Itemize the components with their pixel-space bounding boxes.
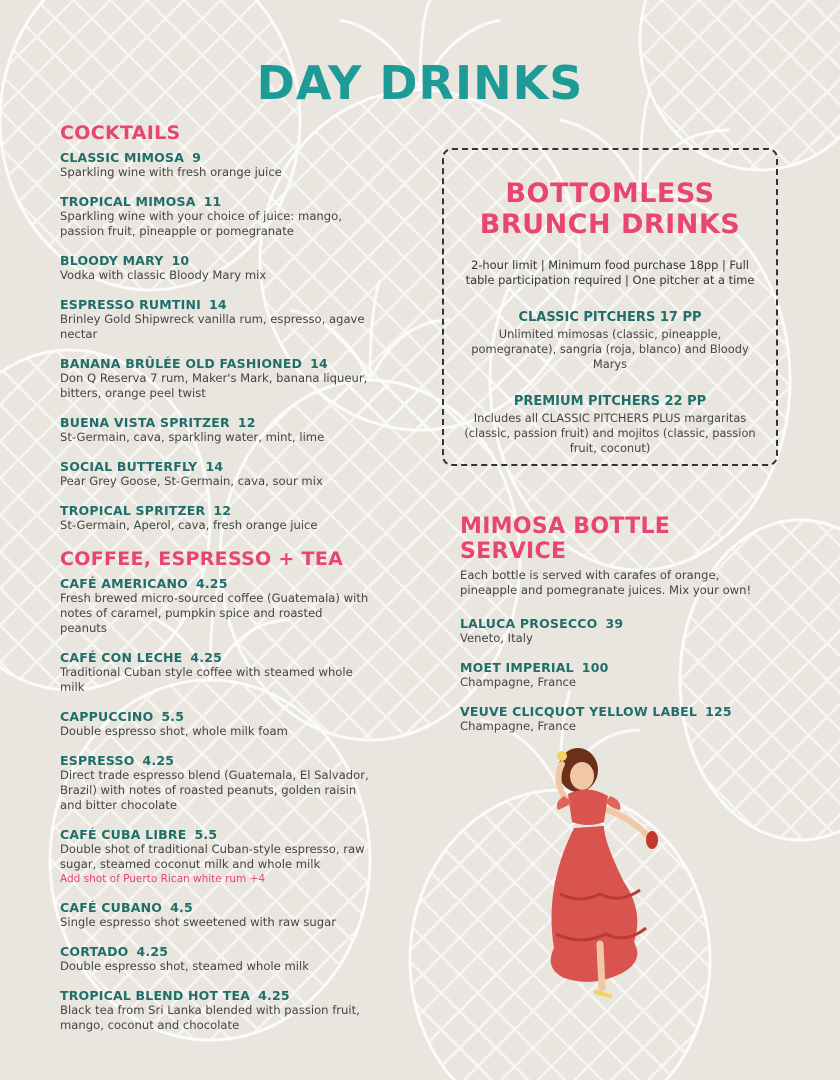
item-price: 4.25: [195, 576, 228, 591]
item-price: 14: [205, 459, 224, 474]
cocktails-list: [60, 150, 370, 533]
menu-item: [60, 944, 370, 974]
item-description: Vodka with classic Bloody Mary mix: [60, 268, 267, 282]
bottomless-title: [444, 178, 776, 240]
menu-item: [60, 459, 370, 489]
item-description: Don Q Reserva 7 rum, Maker's Mark, banana liqueur, bitters, orange peel twist: [60, 371, 368, 400]
item-price: 39: [605, 616, 624, 631]
bottomless-rules: 2-hour limit | Minimum food purchase 18pp | Full table participation required | One pitcher at a time: [465, 258, 755, 287]
bottomless-title-line1: BOTTOMLESS: [505, 178, 715, 209]
item-description: Single espresso shot sweetened with raw sugar: [60, 915, 337, 929]
item-name: [60, 944, 370, 959]
item-description: Double espresso shot, steamed whole milk: [60, 959, 309, 973]
page-title: DAY DRINKS: [256, 56, 584, 110]
item-title: CAFÉ AMERICANO: [60, 576, 188, 591]
pitcher-classic: [444, 310, 776, 372]
item-price: 5.5: [161, 709, 185, 724]
item-name: [60, 503, 370, 518]
coffee-section: [60, 548, 370, 1047]
item-title: BANANA BRÛLÉE OLD FASHIONED: [60, 356, 303, 371]
item-title: TROPICAL SPRITZER: [60, 503, 206, 518]
item-name: [60, 709, 370, 724]
item-title: VEUVE CLICQUOT YELLOW LABEL: [460, 704, 698, 719]
item-name: [60, 194, 370, 209]
item-title: BLOODY MARY: [60, 253, 164, 268]
item-price: 4.25: [190, 650, 223, 665]
mimosa-list: [460, 616, 770, 734]
item-name: [460, 660, 770, 675]
item-name: [60, 900, 370, 915]
menu-item: [60, 503, 370, 533]
menu-item: [460, 704, 770, 734]
item-price: 125: [705, 704, 732, 719]
item-name: [460, 616, 770, 631]
item-price: 4.25: [142, 753, 175, 768]
item-description: Fresh brewed micro-sourced coffee (Guatemala) with notes of caramel, pumpkin spice and roasted peanuts: [60, 591, 369, 635]
menu-item: [60, 150, 370, 180]
item-description: Direct trade espresso blend (Guatemala, El Salvador, Brazil) with notes of roasted peanuts, golden raisin and bitter chocolate: [60, 768, 369, 812]
item-title: BUENA VISTA SPRITZER: [60, 415, 230, 430]
item-name: [60, 415, 370, 430]
item-description: Sparkling wine with your choice of juice: mango, passion fruit, pineapple or pomegranate: [60, 209, 342, 238]
cocktails-section: [60, 122, 370, 547]
mimosa-service-section: [460, 514, 770, 748]
item-title: SOCIAL BUTTERFLY: [60, 459, 198, 474]
item-price: 4.25: [258, 988, 290, 1003]
bottomless-box: [442, 148, 778, 466]
item-description: St-Germain, Aperol, cava, fresh orange juice: [60, 518, 318, 532]
item-title: TROPICAL BLEND HOT TEA: [60, 988, 251, 1003]
item-name: [60, 459, 370, 474]
item-description: Champagne, France: [460, 719, 577, 733]
pitcher-desc: Includes all CLASSIC PITCHERS PLUS margaritas (classic, passion fruit) and mojitos (classic, passion fruit, coconut): [464, 411, 756, 455]
coffee-heading: COFFEE, ESPRESSO + TEA: [60, 548, 344, 570]
item-price: 11: [203, 194, 222, 209]
item-description: Black tea from Sri Lanka blended with passion fruit, mango, coconut and chocolate: [60, 1003, 360, 1032]
item-title: CAFÉ CON LECHE: [60, 650, 183, 665]
item-title: CLASSIC MIMOSA: [60, 150, 185, 165]
item-name: [60, 297, 370, 312]
menu-item: [60, 356, 370, 401]
item-description: Champagne, France: [460, 675, 577, 689]
item-description: Pear Grey Goose, St-Germain, cava, sour mix: [60, 474, 323, 488]
item-description: St-Germain, cava, sparkling water, mint, lime: [60, 430, 325, 444]
item-name: [60, 253, 370, 268]
item-price: 5.5: [194, 827, 218, 842]
item-price: 10: [171, 253, 190, 268]
item-title: ESPRESSO: [60, 753, 135, 768]
menu-item: [60, 988, 370, 1033]
bottomless-title-line2: BRUNCH DRINKS: [479, 209, 741, 240]
item-name: [60, 150, 370, 165]
item-title: CAFÉ CUBANO: [60, 900, 163, 915]
item-price: 14: [310, 356, 328, 371]
item-title: TROPICAL MIMOSA: [60, 194, 196, 209]
item-price: 12: [213, 503, 232, 518]
item-title: MOET IMPERIAL: [460, 660, 574, 675]
pitcher-premium: [444, 394, 776, 456]
item-title: CAPPUCCINO: [60, 709, 154, 724]
pitcher-name: PREMIUM PITCHERS 22 PP: [513, 394, 707, 409]
item-title: CORTADO: [60, 944, 129, 959]
mimosa-service-intro: Each bottle is served with carafes of orange, pineapple and pomegranate juices. Mix your own!: [460, 568, 752, 597]
item-name: [60, 576, 370, 591]
menu-item: [60, 827, 370, 886]
item-title: ESPRESSO RUMTINI: [60, 297, 201, 312]
dancer-illustration-icon: [540, 744, 670, 1006]
menu-item: [60, 576, 370, 636]
item-price: 4.5: [170, 900, 193, 915]
item-name: [60, 650, 370, 665]
menu-item: [60, 253, 370, 283]
item-price: 9: [192, 150, 201, 165]
menu-item: [60, 709, 370, 739]
item-description: Sparkling wine with fresh orange juice: [60, 165, 282, 179]
coffee-list: [60, 576, 370, 1033]
item-description: Double shot of traditional Cuban-style espresso, raw sugar, steamed coconut milk and whole milk: [60, 842, 365, 871]
item-price: 12: [237, 415, 256, 430]
item-name: [60, 356, 370, 371]
item-price: 100: [581, 660, 609, 675]
menu-item: [60, 753, 370, 813]
item-description: Brinley Gold Shipwreck vanilla rum, espresso, agave nectar: [60, 312, 365, 341]
item-price: 4.25: [136, 944, 169, 959]
item-name: [60, 753, 370, 768]
menu-item: [460, 660, 770, 690]
item-description: Double espresso shot, whole milk foam: [60, 724, 288, 738]
mimosa-service-heading: MIMOSA BOTTLE SERVICE: [460, 514, 671, 564]
cocktails-heading: COCKTAILS: [60, 122, 181, 144]
menu-item: [60, 297, 370, 342]
item-title: CAFÉ CUBA LIBRE: [60, 827, 187, 842]
item-name: [460, 704, 770, 719]
item-price: 14: [209, 297, 227, 312]
menu-item: [460, 616, 770, 646]
item-name: [60, 988, 370, 1003]
menu-item: [60, 900, 370, 930]
menu-item: [60, 650, 370, 695]
item-description: Veneto, Italy: [460, 631, 533, 645]
item-note: Add shot of Puerto Rican white rum +4: [60, 873, 266, 885]
item-title: LALUCA PROSECCO: [460, 616, 598, 631]
menu-item: [60, 194, 370, 239]
menu-item: [60, 415, 370, 445]
pitcher-desc: Unlimited mimosas (classic, pineapple, pomegranate), sangria (roja, blanco) and Bloody Marys: [471, 327, 749, 371]
pitcher-name: CLASSIC PITCHERS 17 PP: [518, 310, 702, 325]
item-name: [60, 827, 370, 842]
item-description: Traditional Cuban style coffee with steamed whole milk: [60, 665, 353, 694]
